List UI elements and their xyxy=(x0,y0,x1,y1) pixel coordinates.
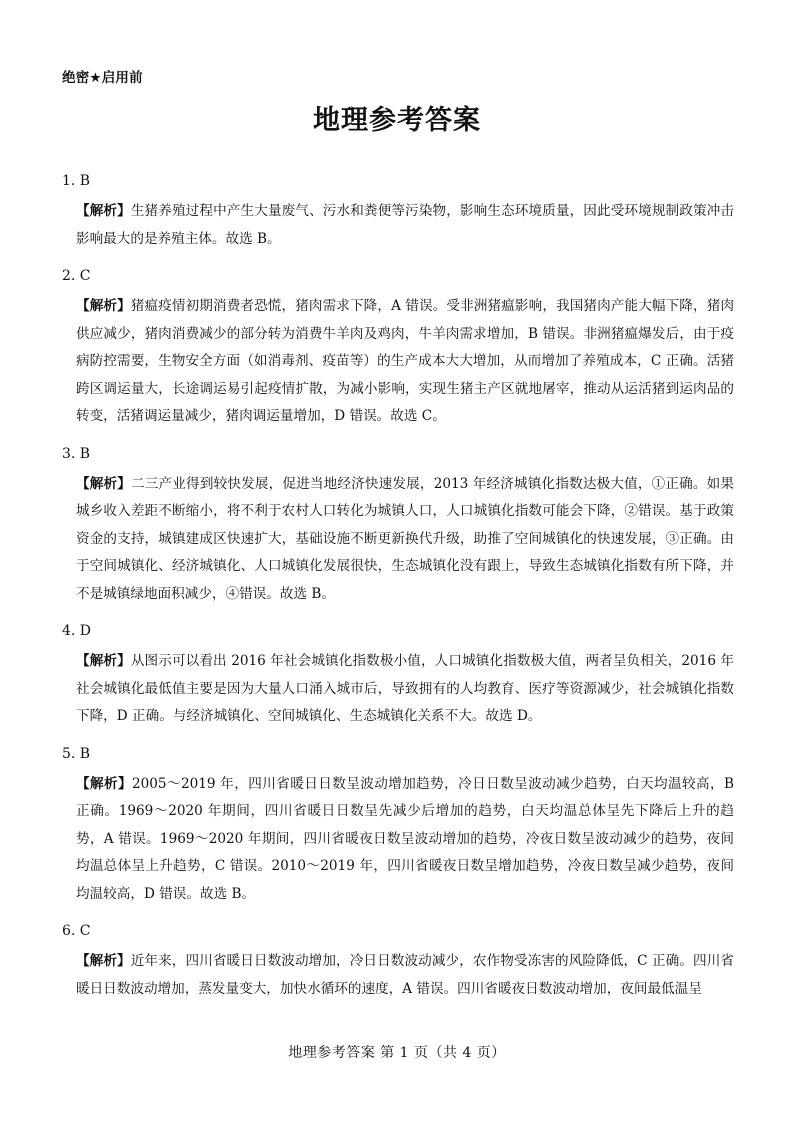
answer-list xyxy=(62,168,734,1013)
question-number: 2. C xyxy=(62,268,91,284)
confidential-label: 绝密★启用前 xyxy=(62,70,143,86)
page-footer: 地理参考答案 第 1 页（共 4 页） xyxy=(288,1045,506,1061)
question-number: 6. C xyxy=(62,923,91,939)
analysis-paragraph xyxy=(62,648,734,731)
question-number: 3. B xyxy=(62,445,91,462)
analysis-text: 二三产业得到较快发展，促进当地经济快速发展，2013 年经济城镇化指数达极大值，①正确。如果城乡收入差距不断缩小，将不利于农村人口转化为城镇人口，人口城镇化指数可能会下降，②错误。基于政策资金的支持，城镇建成区快速扩大，基础设施不断更新换代升级，助推了空间城镇化的快速发展，③正确。由于空间城镇化、经济城镇化、人口城镇化发展很快，生态城镇化没有跟上，导致生态城镇化指数有所下降，并不是城镇绿地面积减少，④错误。故选 B。 xyxy=(76,475,734,602)
analysis-tag: 【解析】 xyxy=(76,475,132,492)
analysis-paragraph xyxy=(62,471,734,609)
page-title: 地理参考答案 xyxy=(313,105,481,136)
answer-item-1 xyxy=(62,168,734,253)
analysis-tag: 【解析】 xyxy=(76,953,131,969)
question-number: 1. B xyxy=(62,173,91,189)
analysis-tag: 【解析】 xyxy=(76,298,131,314)
analysis-tag: 【解析】 xyxy=(76,203,131,219)
analysis-text: 猪瘟疫情初期消费者恐慌，猪肉需求下降，A 错误。受非洲猪瘟影响，我国猪肉产能大幅下降，猪肉供应减少，猪肉消费减少的部分转为消费牛羊肉及鸡肉，牛羊肉需求增加，B 错误。非洲猪瘟爆发后，由于疫病防控需要，生物安全方面（如消毒剂、疫苗等）的生产成本大大增加，从而增加了养殖成本，C 正确。活猪跨区调运量大，长途调运易引起疫情扩散，为减小影响，实现生猪主产区就地屠宰，推动从运活猪到运肉品的转变，活猪调运量减少，猪肉调运量增加，D 错误。故选 C。 xyxy=(76,298,734,424)
answer-item-3 xyxy=(62,441,734,609)
answer-item-2 xyxy=(62,263,734,431)
answer-item-4 xyxy=(62,618,734,731)
analysis-paragraph xyxy=(62,771,734,909)
analysis-text: 2005～2019 年，四川省暖日日数呈波动增加趋势，冷日日数呈波动减少趋势，白天均温较高，B 正确。1969～2020 年期间，四川省暖日日数呈先减少后增加的趋势，白天均温总体呈先下降后上升的趋势，A 错误。1969～2020 年期间，四川省暖夜日数呈波动增加的趋势，冷夜日数呈波动减少的趋势，夜间均温总体呈上升趋势，C 错误。2010～2019 年，四川省暖夜日数呈增加趋势，冷夜日数呈减少趋势，夜间均温较高，D 错误。故选 B。 xyxy=(76,775,735,902)
question-number: 5. B xyxy=(62,745,91,762)
analysis-text: 从图示可以看出 2016 年社会城镇化指数极小值，人口城镇化指数极大值，两者呈负相关，2016 年社会城镇化最低值主要是因为大量人口涌入城市后，导致拥有的人均教育、医疗等资源减少，社会城镇化指数下降，D 正确。与经济城镇化、空间城镇化、生态城镇化关系不大。故选 D。 xyxy=(76,653,735,724)
analysis-text: 近年来，四川省暖日日数波动增加，冷日日数波动减少，农作物受冻害的风险降低，C 正确。四川省暖日日数波动增加，蒸发量变大，加快水循环的速度，A 错误。四川省暖夜日数波动增加，夜间最低温呈 xyxy=(76,953,734,997)
question-number: 4. D xyxy=(62,623,92,639)
answer-item-6 xyxy=(62,918,734,1003)
analysis-paragraph xyxy=(62,948,734,1003)
answer-item-5 xyxy=(62,741,734,909)
analysis-tag: 【解析】 xyxy=(76,775,132,792)
analysis-text: 生猪养殖过程中产生大量废气、污水和粪便等污染物，影响生态环境质量，因此受环境规制政策冲击影响最大的是养殖主体。故选 B。 xyxy=(76,203,734,247)
analysis-tag: 【解析】 xyxy=(76,653,131,669)
analysis-paragraph xyxy=(62,198,734,253)
analysis-paragraph xyxy=(62,293,734,431)
